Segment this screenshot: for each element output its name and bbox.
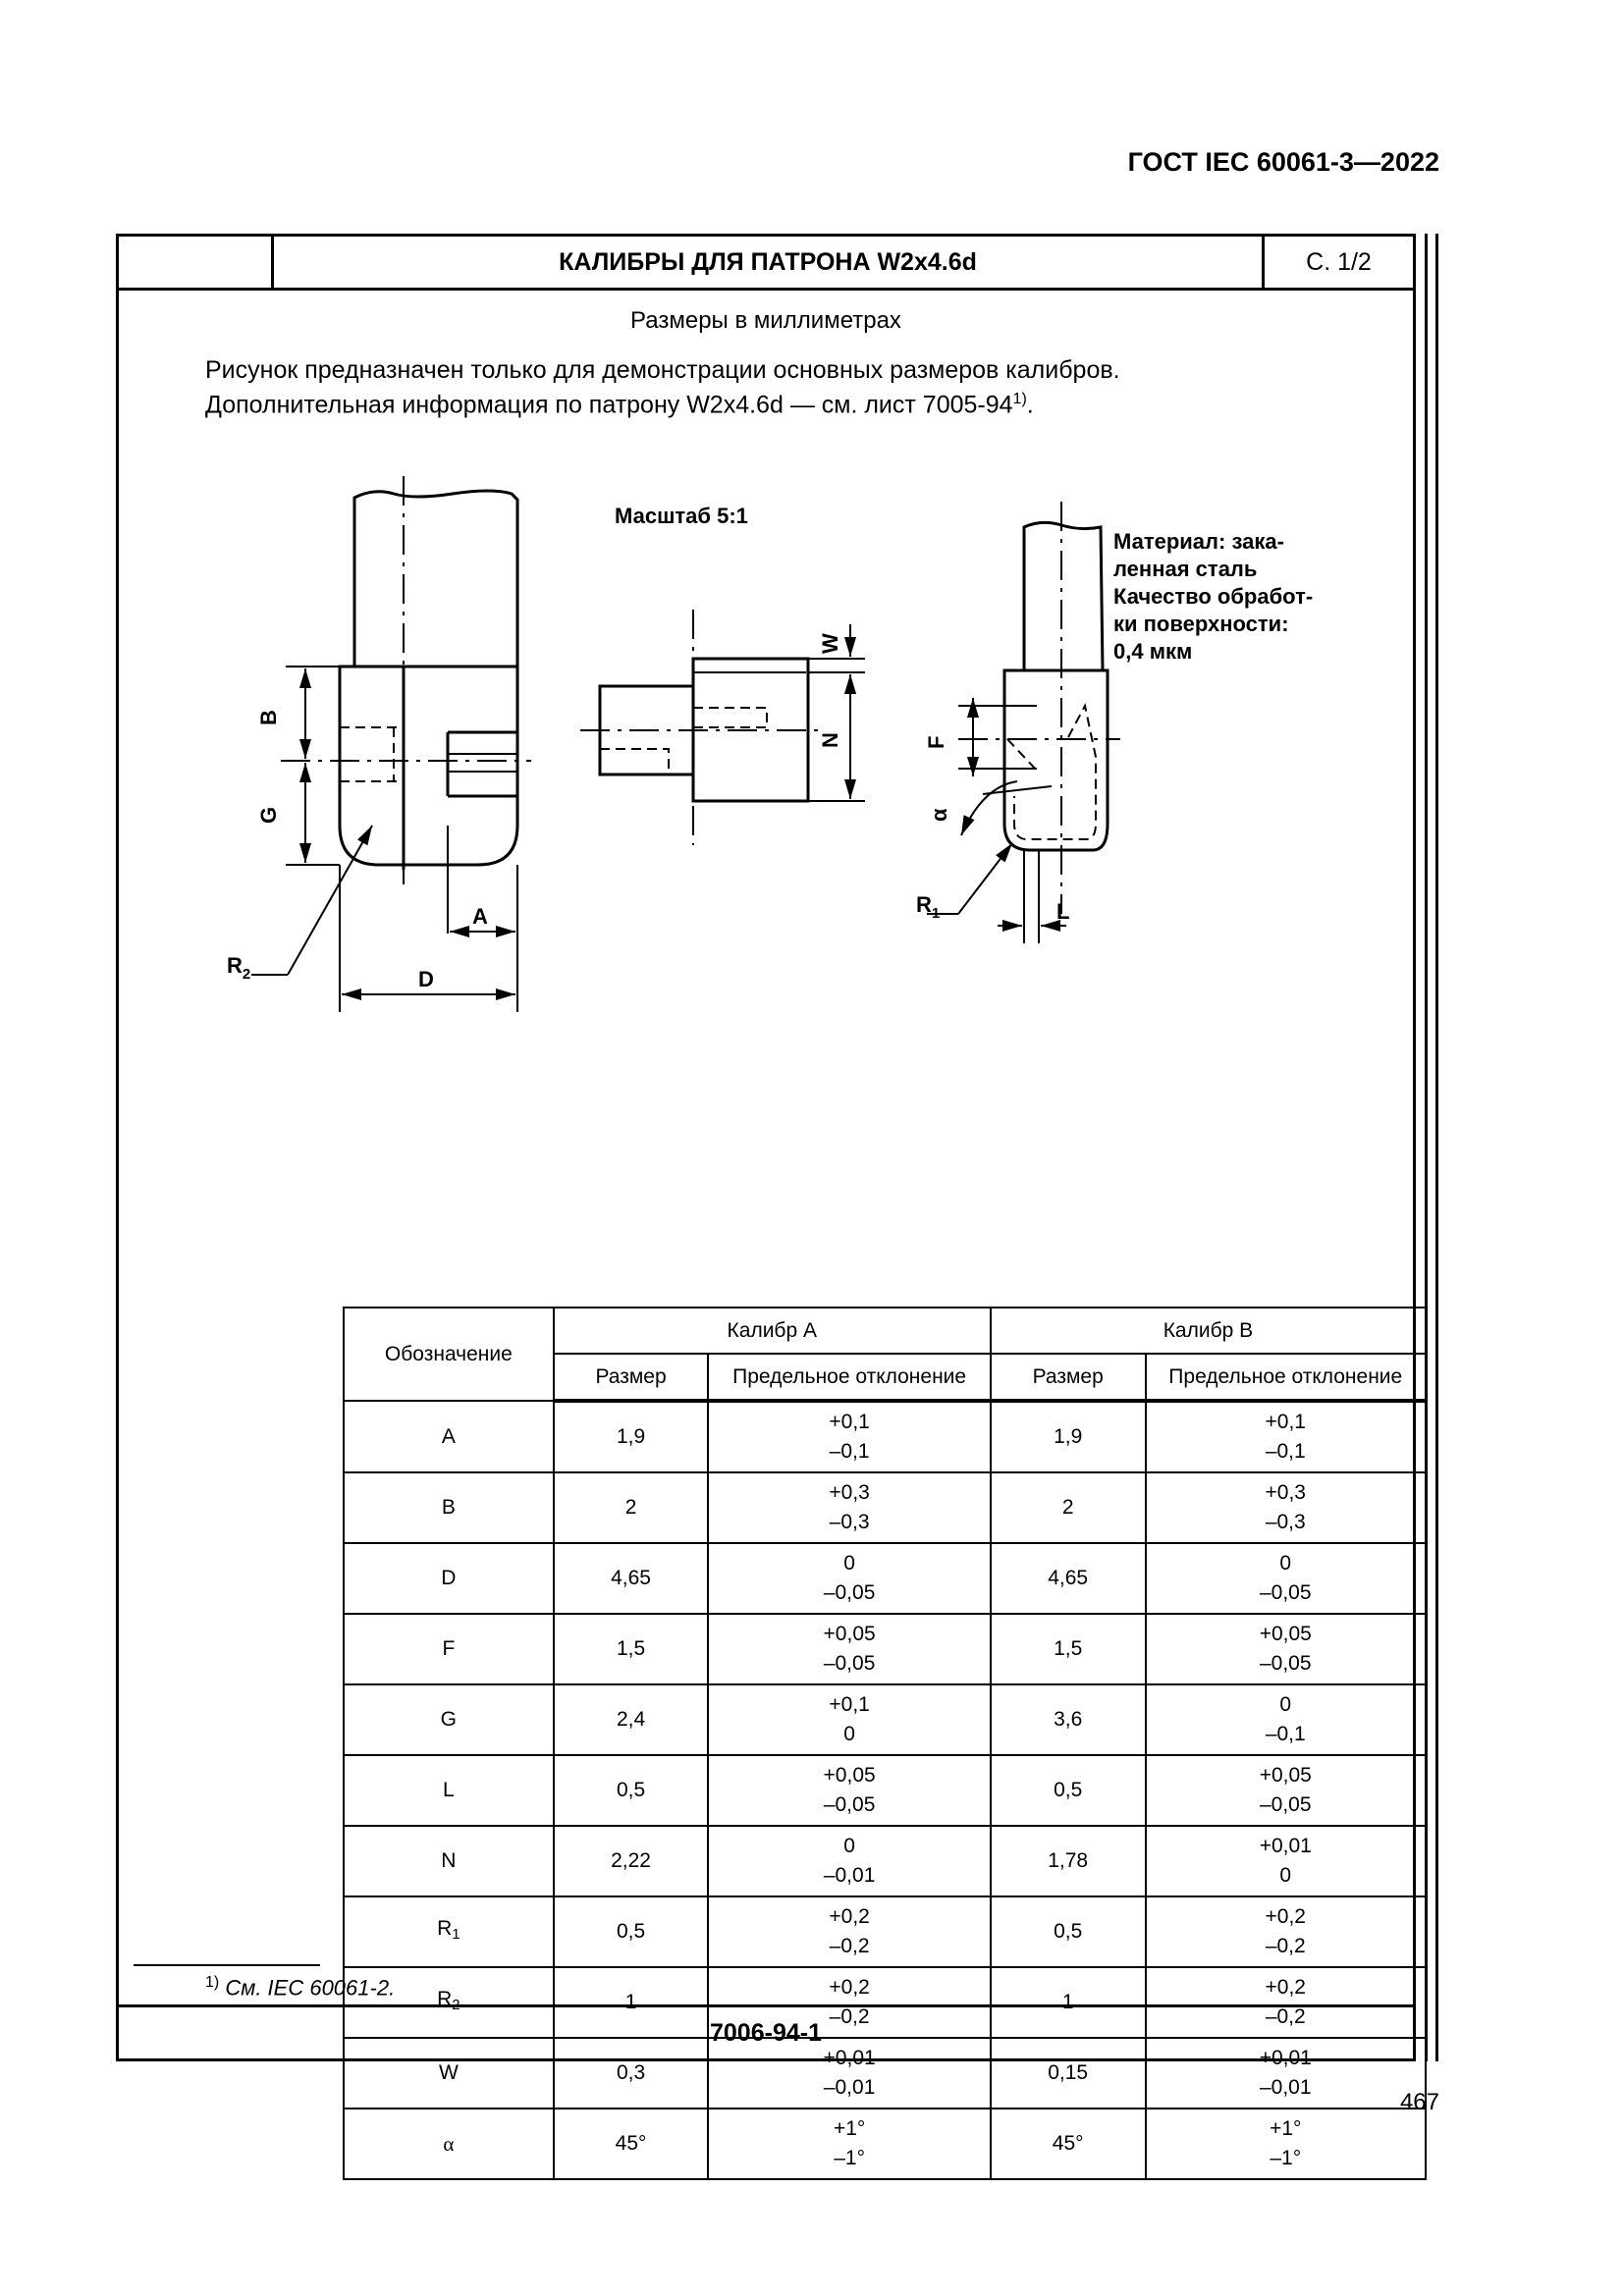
cell-b-tolerance — [1146, 1614, 1426, 1684]
label-D: D — [418, 967, 434, 991]
cell-a-tolerance — [708, 1614, 990, 1684]
label-N: N — [818, 732, 842, 748]
col-header-b-tolerance: Предельное отклонение — [1146, 1354, 1426, 1401]
designation-symbol: B — [441, 1496, 456, 1519]
units-note: Размеры в миллиметрах — [630, 307, 901, 334]
cell-a-tolerance — [708, 1401, 990, 1472]
b-lower: 0 — [1279, 1864, 1292, 1887]
cell-b-size: 0,15 — [991, 2038, 1146, 2109]
cell-b-tolerance — [1146, 1826, 1426, 1896]
cell-a-size: 1,5 — [554, 1614, 709, 1684]
left-shank-outline — [354, 491, 517, 667]
cell-b-size: 0,5 — [991, 1896, 1146, 1967]
designation-symbol: R — [437, 1917, 453, 1940]
designation-symbol: R — [437, 1988, 453, 2010]
sheet-title: КАЛИБРЫ ДЛЯ ПАТРОНА W2x4.6d — [559, 248, 977, 276]
cell-designation — [344, 2109, 554, 2179]
designation-symbol: L — [443, 1779, 455, 1801]
cell-b-size: 3,6 — [991, 1684, 1146, 1755]
b-lower: –0,2 — [1265, 1935, 1306, 1957]
material-line-2: ленная сталь — [1113, 557, 1258, 581]
note-line-2-text: Дополнительная информация по патрону W2x4.6d — см. лист 7005-94 — [205, 391, 1013, 419]
footnote-ref: 1) — [1012, 391, 1027, 407]
designation-symbol: α — [443, 2131, 455, 2156]
designation-subscript: 2 — [452, 1997, 460, 2013]
b-upper: +0,3 — [1265, 1481, 1306, 1504]
b-upper: +0,01 — [1259, 1835, 1312, 1857]
note-line-2: Дополнительная информация по патрону W2x4.6d — см. лист 7005-94$^{1)}$. — [205, 391, 1034, 419]
sheet-number: С. 1/2 — [1306, 248, 1372, 276]
label-B: B — [256, 710, 281, 725]
cell-a-size: 4,65 — [554, 1543, 709, 1614]
b-upper: +0,2 — [1265, 1976, 1306, 1999]
left-gauge-view — [251, 476, 531, 1012]
b-lower: –0,05 — [1259, 1652, 1312, 1675]
label-L: L — [1056, 899, 1070, 924]
a-upper: 0 — [843, 1552, 855, 1575]
label-F: F — [924, 735, 948, 749]
cell-b-tolerance — [1146, 2109, 1426, 2179]
b-lower: –0,3 — [1265, 1511, 1306, 1533]
b-lower: –0,1 — [1265, 1723, 1306, 1745]
col-header-b-size: Размер — [991, 1354, 1146, 1401]
dim-alpha-arc — [961, 781, 1017, 835]
cell-a-tolerance — [708, 1896, 990, 1967]
cell-a-size: 0,3 — [554, 2038, 709, 2109]
table-row — [344, 1896, 1426, 1967]
b-lower: –1° — [1270, 2147, 1302, 2169]
table-row — [344, 1826, 1426, 1896]
b-upper: +0,01 — [1259, 2047, 1312, 2069]
cell-b-tolerance — [1146, 1684, 1426, 1755]
cell-designation — [344, 1826, 554, 1896]
cell-a-size: 0,5 — [554, 1896, 709, 1967]
table-row — [344, 1614, 1426, 1684]
b-upper: 0 — [1279, 1552, 1292, 1575]
a-upper: 0 — [843, 1835, 855, 1857]
b-lower: –0,05 — [1259, 1581, 1312, 1604]
a-upper: +0,1 — [829, 1693, 870, 1716]
cell-b-tolerance — [1146, 1401, 1426, 1472]
cell-b-tolerance — [1146, 1755, 1426, 1826]
a-lower: –0,01 — [823, 2076, 876, 2099]
cell-designation — [344, 1614, 554, 1684]
designation-symbol: D — [441, 1567, 457, 1589]
cell-a-size: 0,5 — [554, 1755, 709, 1826]
b-upper: +0,1 — [1265, 1411, 1306, 1433]
a-lower: 0 — [843, 1723, 855, 1745]
cell-a-tolerance — [708, 1472, 990, 1543]
b-lower: –0,1 — [1265, 1440, 1306, 1463]
cell-designation — [344, 1401, 554, 1472]
table-row — [344, 1755, 1426, 1826]
designation-symbol: F — [442, 1637, 456, 1660]
page-number: 467 — [1399, 2089, 1439, 2115]
footnote-marker: 1) — [205, 1974, 220, 1991]
a-upper: +0,05 — [823, 1764, 876, 1787]
a-upper: +1° — [833, 2117, 866, 2140]
cell-b-size: 1 — [991, 1967, 1146, 2038]
table-row — [344, 1543, 1426, 1614]
a-lower: –0,2 — [829, 1935, 870, 1957]
b-lower: –0,2 — [1265, 2005, 1306, 2028]
cell-a-size: 2 — [554, 1472, 709, 1543]
a-lower: –1° — [834, 2147, 865, 2169]
sheet-frame — [116, 234, 1416, 2169]
footnote-rule — [134, 1964, 320, 1966]
col-header-a-size: Размер — [554, 1354, 709, 1401]
table-row — [344, 1684, 1426, 1755]
a-upper: +0,2 — [829, 1976, 870, 1999]
b-upper: +0,05 — [1259, 1764, 1312, 1787]
label-alpha: α — [927, 808, 951, 822]
a-lower: –0,05 — [823, 1581, 876, 1604]
table-row — [344, 2109, 1426, 2179]
material-line-4: ки поверхности: — [1113, 612, 1289, 636]
designation-symbol: G — [440, 1708, 458, 1731]
designation-symbol: N — [441, 1849, 457, 1872]
footnote-text: См. IEC 60061-2. — [225, 1975, 396, 2001]
cell-a-size: 1 — [554, 1967, 709, 2038]
designation-symbol: W — [438, 2061, 459, 2084]
label-R2 — [227, 953, 250, 983]
b-upper: +0,05 — [1259, 1623, 1312, 1645]
a-lower: –0,05 — [823, 1652, 876, 1675]
a-lower: –0,3 — [829, 1511, 870, 1533]
a-upper: +0,3 — [829, 1481, 870, 1504]
cell-b-size: 1,78 — [991, 1826, 1146, 1896]
label-R1-sub: 1 — [931, 905, 941, 922]
label-G: G — [256, 806, 281, 824]
a-lower: –0,05 — [823, 1793, 876, 1816]
a-upper: +0,01 — [823, 2047, 876, 2069]
b-lower: –0,01 — [1259, 2076, 1312, 2099]
cell-designation — [344, 1543, 554, 1614]
col-header-designation: Обозначение — [344, 1308, 554, 1401]
b-upper: 0 — [1279, 1693, 1292, 1716]
note-line-1: Рисунок предназначен только для демонстрации основных размеров калибров. — [205, 356, 1120, 384]
cell-a-size: 2,4 — [554, 1684, 709, 1755]
cell-a-size: 1,9 — [554, 1401, 709, 1472]
designation-subscript: 1 — [452, 1926, 460, 1943]
document-standard-id: ГОСТ IEC 60061-3—2022 — [1127, 147, 1439, 177]
dim-R1-leader — [958, 843, 1012, 914]
cell-b-size: 2 — [991, 1472, 1146, 1543]
cell-b-tolerance — [1146, 1896, 1426, 1967]
b-lower: –0,05 — [1259, 1793, 1312, 1816]
a-upper: +0,1 — [829, 1411, 870, 1433]
cell-b-size: 1,5 — [991, 1614, 1146, 1684]
a-upper: +0,05 — [823, 1623, 876, 1645]
cell-b-size: 1,9 — [991, 1401, 1146, 1472]
cell-b-size: 0,5 — [991, 1755, 1146, 1826]
label-R2-letter: R — [227, 953, 243, 978]
cell-a-tolerance — [708, 2109, 990, 2179]
designation-symbol: A — [441, 1424, 456, 1448]
label-W: W — [818, 633, 842, 654]
cell-designation — [344, 1896, 554, 1967]
cell-a-tolerance — [708, 1755, 990, 1826]
a-lower: –0,01 — [823, 1864, 876, 1887]
right-head-outline — [1004, 670, 1108, 850]
cell-b-size: 4,65 — [991, 1543, 1146, 1614]
col-header-a-tolerance: Предельное отклонение — [708, 1354, 990, 1401]
col-header-gauge-b: Калибр B — [991, 1308, 1426, 1354]
b-upper: +0,2 — [1265, 1905, 1306, 1928]
cell-a-size: 45° — [554, 2109, 709, 2179]
label-R2-sub: 2 — [242, 966, 251, 983]
material-line-3: Качество обработ- — [1113, 584, 1314, 609]
cell-designation — [344, 1684, 554, 1755]
frame-double-rule-1 — [1425, 234, 1428, 2061]
frame-double-rule-2 — [1435, 234, 1438, 2061]
material-line-5: 0,4 мкм — [1113, 639, 1193, 664]
a-lower: –0,1 — [829, 1440, 870, 1463]
a-upper: +0,2 — [829, 1905, 870, 1928]
table-row — [344, 1401, 1426, 1472]
sheet-code: 7006-94-1 — [119, 2004, 1413, 2058]
a-lower: –0,2 — [829, 2005, 870, 2028]
right-gauge-view — [927, 502, 1120, 943]
cell-b-tolerance — [1146, 1472, 1426, 1543]
label-R1-letter: R — [916, 892, 932, 917]
label-A: A — [472, 904, 488, 929]
footnote — [205, 1974, 395, 2001]
b-upper: +1° — [1270, 2117, 1302, 2140]
dim-R2-leader — [288, 826, 372, 975]
cell-a-tolerance — [708, 1826, 990, 1896]
cell-a-size: 2,22 — [554, 1826, 709, 1896]
scale-label: Масштаб 5:1 — [615, 504, 748, 528]
cell-designation — [344, 1755, 554, 1826]
table-row — [344, 1472, 1426, 1543]
label-R1 — [916, 892, 940, 922]
right-shank-outline — [1024, 522, 1103, 670]
cell-designation — [344, 1472, 554, 1543]
material-line-1: Материал: зака- — [1113, 529, 1284, 554]
cell-a-tolerance — [708, 1684, 990, 1755]
cell-a-tolerance — [708, 1543, 990, 1614]
cell-b-tolerance — [1146, 1543, 1426, 1614]
col-header-gauge-a: Калибр A — [554, 1308, 991, 1354]
cell-b-size: 45° — [991, 2109, 1146, 2179]
